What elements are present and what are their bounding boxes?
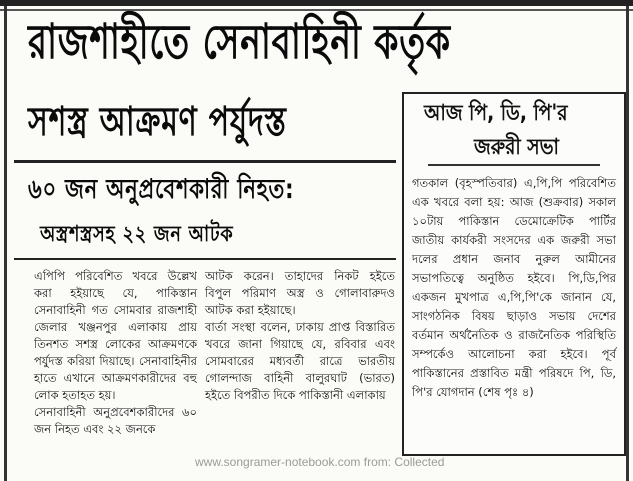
article-column-2: আটক করেন। তাহাদের নিকট হইতে বিপুল পরিমাণ অস্ত্র ও গোলাবারুদও আটক করা হইয়াছে। বার্তা সংস্থা বলেন, ঢাকায় প্রাপ্ত বিস্তারিত খবরে জানা গিয়াছে যে, রবিবার এবং সোমবারের মধ্যবর্তী রাত্রে ভারতীয় গোলন্দাজ বাহিনী বালুরঘাট (ভারত) হইতে বিপরীত দিকে পাকিস্তানী এলাকায়: [205, 269, 395, 402]
main-headline: রাজশাহীতে সেনাবাহিনী কর্তৃক: [28, 14, 451, 70]
sub-headline: ৬০ জন অনুপ্রবেশকারী নিহত:: [28, 174, 295, 205]
sub-headline-line2: অস্ত্রশস্ত্রসহ ২২ জন আটক: [40, 222, 234, 247]
watermark: www.songramer-notebook.com from: Collected: [195, 455, 445, 469]
right-border-rule: [626, 6, 629, 481]
body-divider: [14, 258, 396, 260]
top-border-rule-thin: [0, 9, 633, 11]
headline-divider: [14, 160, 396, 163]
sidebar-body: গতকাল (বৃহস্পতিবার) এ,পি,পি পরিবেশিত এক খবরে বলা হয়: আজ (শুক্রবার) সকাল ১০টায় পাকিস্তান ডেমোক্রেটিক পার্টির জাতীয় কার্যকরী সংসদের এক জরুরী সভা দলের প্রধান জনাব নুরুল আমীনের সভাপতিত্বে অনুষ্ঠিত হইবে। পি,ডি,পির একজন মুখপাত্র এ,পি,পি'কে জানান যে, সাংগঠনিক বিষয় ছাড়াও সভায় দেশের বর্তমান অর্থনৈতিক ও রাজনৈতিক পরিস্থিতি সম্পর্কেও আলোচনা করা হইবে। পূর্ব পাকিস্তানের প্রস্তাবিত মন্ত্রী পরিষদে পি, ডি, পি'র যোগদান (শেষ পৃঃ ৪): [412, 176, 616, 399]
sidebar-subtitle: জরুরী সভা: [474, 135, 559, 160]
top-border-rule: [0, 0, 633, 6]
main-headline-line2: সশস্ত্র আক্রমণ পর্যুদস্ত: [28, 99, 287, 145]
sidebar-title: আজ পি, ডি, পি'র: [424, 101, 568, 126]
sidebar-title-rule: [428, 164, 600, 166]
article-column-1: এপিপি পরিবেশিত খবরে উল্লেখ করা হইয়াছে যে, পাকিস্তান সেনাবাহিনী গত সোমবার রাজশাহী জেলার খঞ্জনপুর এলাকায় প্রায় তিনশত সশস্ত্র লোকের আক্রমণকে পর্যুদস্ত করিয়া দিয়াছে। সেনাবাহিনীর হাতে এখানে আক্রমণকারীদের বহু লোক হতাহত হয়। সেনাবাহিনী অনুপ্রবেশকারীদের ৬০ জন নিহত এবং ২২ জনকে: [34, 269, 197, 436]
left-border-rule: [4, 6, 7, 481]
sidebar-box: [402, 92, 626, 456]
